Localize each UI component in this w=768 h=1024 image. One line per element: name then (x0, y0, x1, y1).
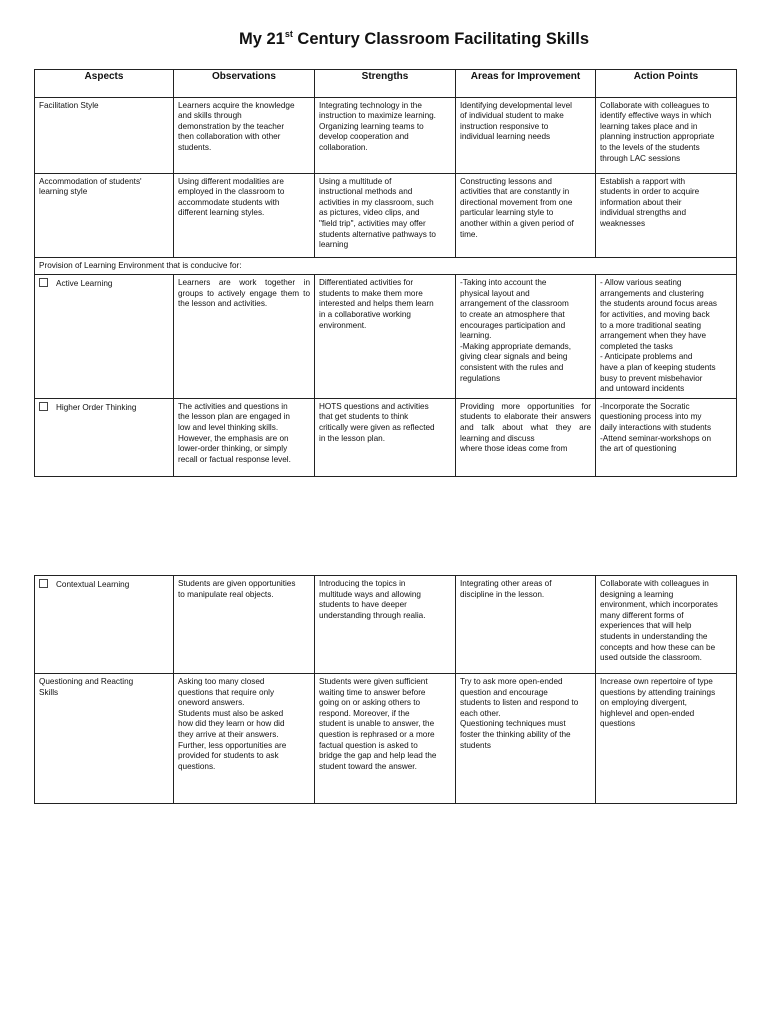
page-title (0, 30, 768, 49)
improvement-cell: Integrating other areas of discipline in the lesson. (456, 576, 596, 674)
improvement-cell: Providing more opportunities for students to elaborate their answers and talk about what they are learning and discuss where those ideas come from (456, 398, 596, 476)
table-row (35, 398, 737, 476)
action-cell: Establish a rapport with students in order to acquire information about their individual strengths and weaknesses (596, 173, 737, 257)
action-cell: Collaborate with colleagues in designing a learning environment, which incorporates many different forms of experiences that will help students in understanding the concepts and how these can be used outside the classroom. (596, 576, 737, 674)
aspect-label: Active Learning (56, 279, 113, 289)
aspect-cell: Questioning and Reacting Skills (35, 674, 174, 804)
table-row (35, 674, 737, 804)
table-row (35, 275, 737, 399)
improvement-cell: Constructing lessons and activities that are constantly in directional movement from one particular learning style to another within a given period of time. (456, 173, 596, 257)
title-superscript: st (284, 29, 293, 39)
action-cell: Increase own repertoire of type questions by attending trainings on employing divergent, highlevel and open-ended questions (596, 674, 737, 804)
aspect-label: Contextual Learning (56, 580, 130, 589)
strengths-cell: HOTS questions and activities that get students to think critically were given as reflected in the lesson plan. (315, 398, 456, 476)
action-cell: -Incorporate the Socratic questioning process into my daily interactions with students -Attend seminar-workshops on the art of questioning (596, 398, 737, 476)
improvement-cell: Try to ask more open-ended question and encourage students to listen and respond to each other. Questioning techniques must foster the thinking ability of the students (456, 674, 596, 804)
checkbox-bullet-icon (39, 402, 48, 411)
table-row (35, 173, 737, 257)
aspect-cell (35, 275, 174, 399)
strengths-cell: Using a multitude of instructional methods and activities in my classroom, such as pictures, video clips, and "field trip", activities may offer students alternative pathways to learning (315, 173, 456, 257)
observations-cell: Using different modalities are employed in the classroom to accommodate students with different learning styles. (174, 173, 315, 257)
title-rest: Century Classroom Facilitating Skills (292, 30, 590, 48)
strengths-cell: Students were given sufficient waiting time to answer before going on or asking others to respond. Moreover, if the student is unable to answer, the question is rephrased or a more factual question is asked to bridge the gap and help lead the student toward the answer. (315, 674, 456, 804)
strengths-cell: Introducing the topics in multitude ways and allowing students to have deeper understanding through realia. (315, 576, 456, 674)
table-header-row (35, 70, 737, 98)
table-row (35, 97, 737, 173)
strengths-cell: Differentiated activities for students to make them more interested and helps them learn in a collaborative working environment. (315, 275, 456, 399)
observations-cell: Asking too many closed questions that require only oneword answers. Students must also be asked how did they learn or how did they arrive at their answers. Further, less opportunities are provided for students to ask questions. (174, 674, 315, 804)
checkbox-bullet-icon (39, 579, 48, 588)
strengths-cell: Integrating technology in the instruction to maximize learning. Organizing learning teams to develop cooperation and collaboration. (315, 97, 456, 173)
aspect-cell: Accommodation of students' learning style (35, 173, 174, 257)
facilitating-skills-table-continued (34, 575, 737, 804)
aspect-cell (35, 576, 174, 674)
action-cell: Collaborate with colleagues to identify effective ways in which learning takes place and in planning instruction appropriate to the levels of the students through LAC sessions (596, 97, 737, 173)
observations-cell: Learners are work together in groups to actively engage them to the lesson and activities. (174, 275, 315, 399)
aspect-cell: Facilitation Style (35, 97, 174, 173)
aspect-label: Higher Order Thinking (56, 402, 137, 412)
header-aspects: Aspects (35, 70, 174, 98)
aspect-cell (35, 398, 174, 476)
observations-cell: Students are given opportunities to manipulate real objects. (174, 576, 315, 674)
observations-cell: Learners acquire the knowledge and skills through demonstration by the teacher then collaboration with other students. (174, 97, 315, 173)
header-action-points: Action Points (596, 70, 737, 98)
facilitating-skills-table (34, 69, 737, 477)
header-strengths: Strengths (315, 70, 456, 98)
title-main: My 21 (238, 30, 285, 48)
observations-cell: The activities and questions in the lesson plan are engaged in low and level thinking skills. However, the emphasis are on lower-order thinking, or simply recall or factual response level. (174, 398, 315, 476)
provision-row (35, 257, 737, 275)
action-cell: - Allow various seating arrangements and clustering the students around focus areas for activities, and moving back to a more traditional seating arrangement when they have completed the tasks - Anticipate problems and have a plan of keeping students busy to prevent misbehavior and untoward incidents (596, 275, 737, 399)
header-observations: Observations (174, 70, 315, 98)
provision-label: Provision of Learning Environment that is conducive for: (35, 257, 737, 275)
header-areas-for-improvement: Areas for Improvement (456, 70, 596, 98)
improvement-cell: Identifying developmental level of individual student to make instruction responsive to individual learning needs (456, 97, 596, 173)
table-row (35, 576, 737, 674)
improvement-cell: -Taking into account the physical layout and arrangement of the classroom to create an atmosphere that encourages participation and learning. -Making appropriate demands, giving clear signals and being consistent with the rules and regulations (456, 275, 596, 399)
checkbox-bullet-icon (39, 278, 48, 287)
